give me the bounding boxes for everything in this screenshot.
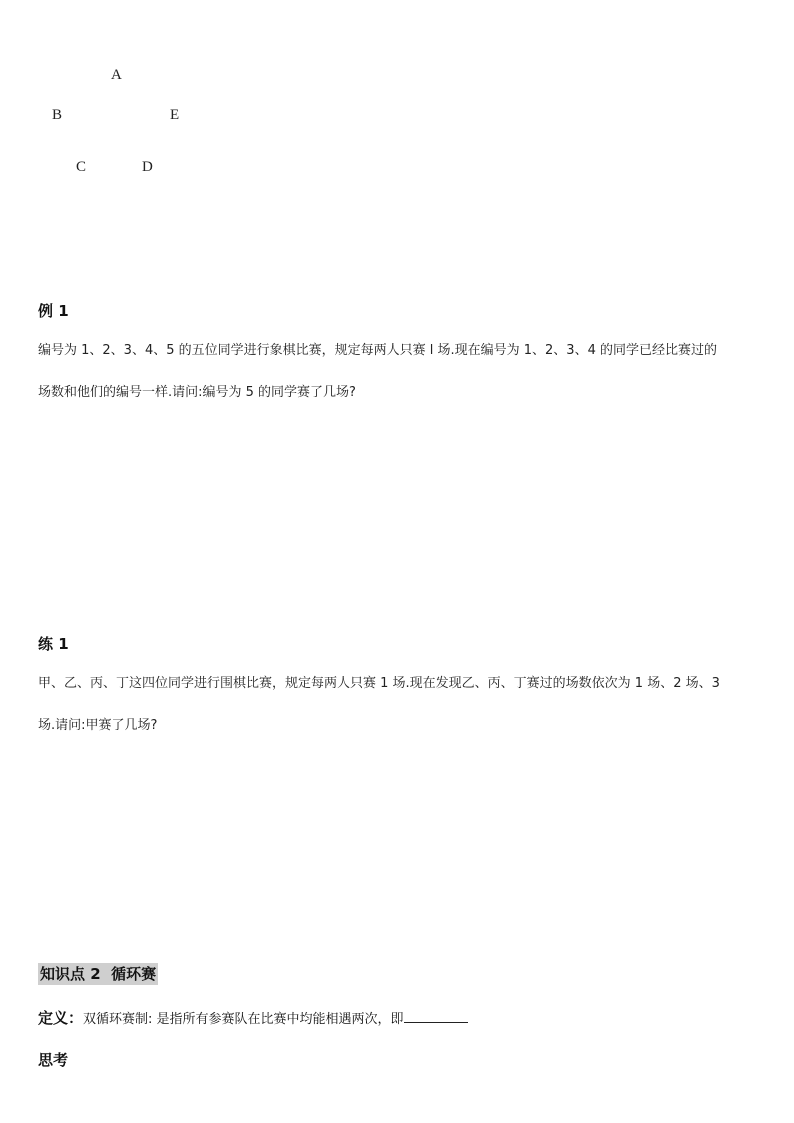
example-1-line-2: 场数和他们的编号一样.请问:编号为 5 的同学赛了几场?: [38, 385, 356, 400]
think-title: 思考: [38, 1051, 69, 1069]
definition-blank: [404, 1010, 468, 1023]
definition-label: 定义：: [38, 1009, 84, 1027]
practice-1-title: 练 1: [38, 635, 69, 653]
point-e-label: E: [170, 107, 180, 123]
definition-text: 双循环赛制: 是指所有参赛队在比赛中均能相遇两次，即: [83, 1012, 404, 1027]
practice-1-line-2: 场.请问:甲赛了几场?: [38, 718, 158, 733]
knowledge-point-2-heading: [38, 963, 158, 984]
point-d-label: D: [142, 159, 153, 175]
definition-line: [38, 1007, 468, 1028]
point-c-label: C: [76, 159, 87, 175]
example-1-title: 例 1: [38, 302, 69, 320]
point-b-label: B: [52, 107, 63, 123]
point-a-label: A: [111, 67, 122, 83]
example-1-line-1: 编号为 1、2、3、4、5 的五位同学进行象棋比赛，规定每两人只赛 l 场.现在编号为 1、2、3、4 的同学已经比赛过的: [38, 343, 717, 358]
knowledge-point-2-title: 知识点 2 循环赛: [40, 965, 157, 983]
practice-1-line-1: 甲、乙、丙、丁这四位同学进行围棋比赛，规定每两人只赛 1 场.现在发现乙、丙、丁赛过的场数依次为 1 场、2 场、3: [38, 676, 720, 691]
